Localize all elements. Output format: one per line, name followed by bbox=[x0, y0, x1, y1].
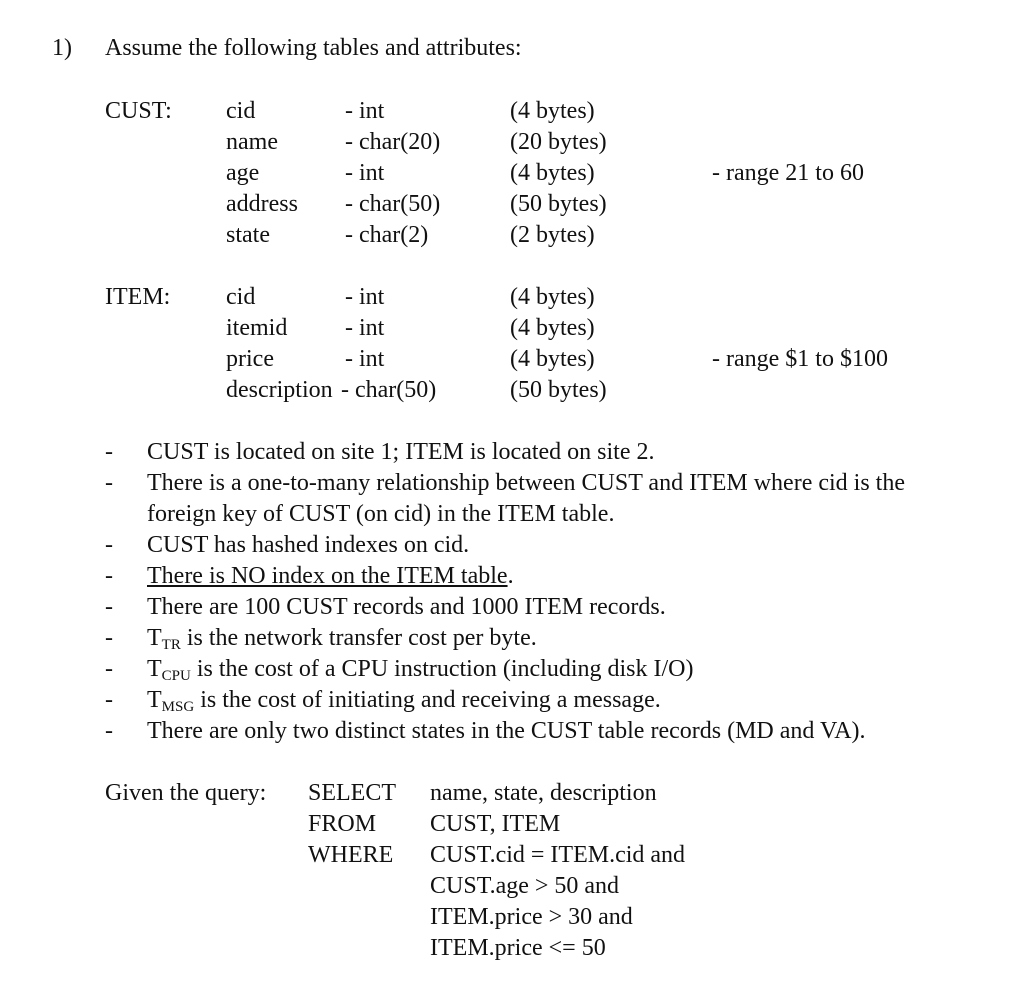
ttr-subscript: TR bbox=[161, 637, 181, 653]
item-attr-type: - char(50) bbox=[341, 377, 437, 403]
item-attr-type: - int bbox=[345, 284, 385, 310]
tmsg-symbol: T bbox=[147, 687, 162, 713]
item-attr-type: - int bbox=[345, 315, 385, 341]
bullet-ttr bbox=[147, 623, 537, 653]
item-attr-name: itemid bbox=[226, 315, 288, 341]
cust-attr-type: - char(2) bbox=[345, 222, 429, 248]
item-attr-size: (4 bytes) bbox=[510, 315, 595, 341]
sql-from-keyword: FROM bbox=[308, 811, 377, 837]
bullet-sites: CUST is located on site 1; ITEM is located on site 2. bbox=[147, 439, 655, 465]
cust-attr-type: - char(20) bbox=[345, 129, 441, 155]
cust-age-range-note: - range 21 to 60 bbox=[712, 160, 864, 186]
cust-attr-name: address bbox=[226, 191, 298, 217]
bullet-hash-index: CUST has hashed indexes on cid. bbox=[147, 532, 470, 558]
sql-where-condition: ITEM.price <= 50 bbox=[430, 935, 606, 961]
sql-where-condition: ITEM.price > 30 and bbox=[430, 904, 633, 930]
bullet-dash: - bbox=[105, 594, 113, 620]
bullet-dash: - bbox=[105, 563, 113, 589]
item-attr-size: (4 bytes) bbox=[510, 346, 595, 372]
bullet-dash: - bbox=[105, 625, 113, 651]
bullet-relationship-line2: foreign key of CUST (on cid) in the ITEM table. bbox=[147, 501, 615, 527]
item-attr-name: price bbox=[226, 346, 274, 372]
query-label: Given the query: bbox=[105, 780, 267, 806]
bullet-relationship-line1: There is a one-to-many relationship between CUST and ITEM where cid is the bbox=[147, 470, 906, 496]
tcpu-symbol: T bbox=[147, 656, 162, 682]
sql-where-condition: CUST.age > 50 and bbox=[430, 873, 620, 899]
item-attr-size: (4 bytes) bbox=[510, 284, 595, 310]
table-name-cust: CUST: bbox=[105, 98, 172, 124]
bullet-record-counts: There are 100 CUST records and 1000 ITEM records. bbox=[147, 594, 666, 620]
item-attr-type: - int bbox=[345, 346, 385, 372]
cust-attr-type: - char(50) bbox=[345, 191, 441, 217]
cust-attr-name: age bbox=[226, 160, 260, 186]
no-index-underlined-text: There is NO index on the ITEM table bbox=[147, 563, 508, 589]
bullet-dash: - bbox=[105, 439, 113, 465]
item-attr-size: (50 bytes) bbox=[510, 377, 607, 403]
cust-attr-size: (20 bytes) bbox=[510, 129, 607, 155]
bullet-tmsg bbox=[147, 685, 661, 715]
bullet-states: There are only two distinct states in the CUST table records (MD and VA). bbox=[147, 718, 866, 744]
cust-attr-name: name bbox=[226, 129, 278, 155]
cust-attr-type: - int bbox=[345, 160, 385, 186]
sql-select-keyword: SELECT bbox=[308, 780, 396, 806]
table-name-item: ITEM: bbox=[105, 284, 171, 310]
ttr-symbol: T bbox=[147, 625, 162, 651]
sql-select-columns: name, state, description bbox=[430, 780, 657, 806]
item-attr-name: cid bbox=[226, 284, 256, 310]
cust-attr-size: (50 bytes) bbox=[510, 191, 607, 217]
tmsg-subscript: MSG bbox=[161, 699, 195, 715]
item-price-range-note: - range $1 to $100 bbox=[712, 346, 888, 372]
item-attr-name: description bbox=[226, 377, 333, 403]
cust-attr-name: state bbox=[226, 222, 270, 248]
cust-attr-size: (4 bytes) bbox=[510, 98, 595, 124]
bullet-dash: - bbox=[105, 687, 113, 713]
question-intro: Assume the following tables and attributes: bbox=[105, 35, 522, 61]
sql-where-condition: CUST.cid = ITEM.cid and bbox=[430, 842, 686, 868]
tcpu-subscript: CPU bbox=[161, 668, 191, 684]
tcpu-text: is the cost of a CPU instruction (including disk I/O) bbox=[190, 656, 694, 682]
cust-attr-name: cid bbox=[226, 98, 256, 124]
bullet-dash: - bbox=[105, 718, 113, 744]
ttr-text: is the network transfer cost per byte. bbox=[180, 625, 537, 651]
tmsg-text: is the cost of initiating and receiving a message. bbox=[194, 687, 661, 713]
question-number: 1) bbox=[52, 35, 72, 61]
cust-attr-size: (2 bytes) bbox=[510, 222, 595, 248]
bullet-no-index bbox=[147, 561, 514, 591]
sql-where-keyword: WHERE bbox=[308, 842, 394, 868]
cust-attr-size: (4 bytes) bbox=[510, 160, 595, 186]
bullet-dash: - bbox=[105, 532, 113, 558]
bullet-tcpu bbox=[147, 654, 693, 684]
bullet-dash: - bbox=[105, 656, 113, 682]
cust-attr-type: - int bbox=[345, 98, 385, 124]
no-index-period: . bbox=[507, 563, 514, 589]
sql-from-tables: CUST, ITEM bbox=[430, 811, 561, 837]
bullet-dash: - bbox=[105, 470, 113, 496]
